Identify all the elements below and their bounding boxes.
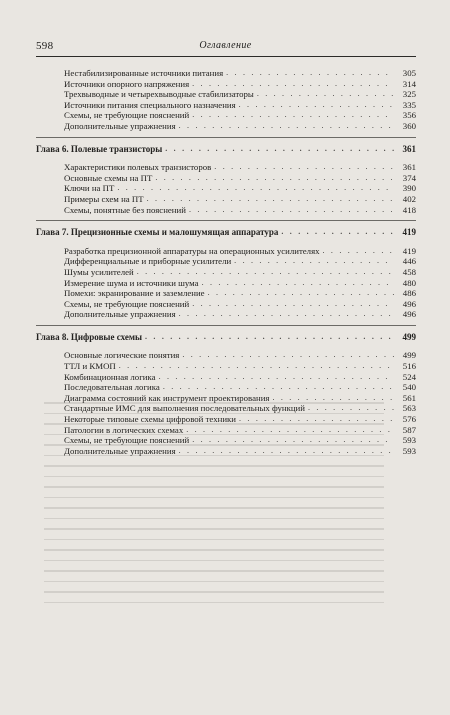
toc-entry [36, 372, 416, 383]
toc-entry-title: Трехвыводные и четырехвыводные стабилизаторы [64, 89, 254, 100]
toc-entry-title: Основные логические понятия [64, 350, 180, 361]
toc-entry [36, 246, 416, 257]
toc-entry-title: Источники опорного напряжения [64, 78, 190, 89]
chapter-heading [36, 144, 416, 155]
toc-entry-page: 305 [402, 68, 416, 78]
toc-entry-title: Схемы, не требующие пояснений [64, 110, 190, 121]
bleed-through-text [44, 402, 384, 652]
dot-leader [223, 68, 394, 79]
toc-entry-title: Стандартные ИМС для выполнения последовательных функций [64, 403, 305, 414]
toc-entry-page: 480 [402, 277, 416, 288]
toc-entry [36, 267, 416, 278]
toc-entry [36, 256, 416, 267]
chapter-heading [36, 332, 416, 343]
toc-entry-title: Патологии в логических схемах [64, 424, 184, 435]
dot-leader [231, 256, 394, 267]
toc-entry [36, 299, 416, 310]
toc-entry-title: Дополнительные упражнения [64, 120, 176, 131]
toc-entry-page: 486 [402, 288, 416, 299]
toc-entry-title: Комбинационная логика [64, 371, 156, 382]
toc-entry-page: 360 [402, 120, 416, 131]
toc-entry-title: Схемы, понятные без пояснений [64, 204, 186, 215]
toc-entry-page: 593 [402, 445, 416, 456]
toc-entry-page: 446 [402, 256, 416, 267]
dot-leader [189, 299, 394, 310]
toc-entry [36, 100, 416, 111]
toc-entry-title: Шумы усилителей [64, 266, 134, 277]
dot-leader [320, 246, 394, 257]
page-header [36, 40, 415, 54]
toc-entry-page: 540 [402, 382, 416, 393]
toc-entry-page: 496 [402, 298, 416, 309]
toc-entry-page: 361 [402, 162, 416, 173]
spacer [36, 342, 416, 350]
dot-leader [189, 79, 394, 90]
toc-entry-title: Примеры схем на ПТ [64, 193, 144, 204]
page-number: 598 [36, 40, 54, 52]
dot-leader [236, 100, 394, 111]
spacer [36, 238, 416, 246]
toc-entry [36, 309, 416, 320]
toc-entry-page: 325 [402, 89, 416, 100]
chapter-heading-page: 499 [402, 331, 416, 342]
toc-entry-page: 418 [402, 204, 416, 215]
toc-entry [36, 89, 416, 100]
toc-entry-title: Схемы, не требующие пояснений [64, 298, 190, 309]
dot-leader [211, 162, 394, 173]
toc-entry-title: Источники питания специального назначения [64, 99, 236, 110]
toc-entry-title: Дополнительные упражнения [64, 309, 176, 320]
toc-entry-page: 390 [402, 183, 416, 194]
dot-leader [156, 372, 394, 383]
toc-entry-title: Измерение шума и источники шума [64, 277, 199, 288]
dot-leader [114, 183, 394, 194]
toc-entry-page: 524 [402, 371, 416, 382]
toc-entry-page: 576 [402, 414, 416, 425]
toc-entry-title: ТТЛ и КМОП [64, 361, 116, 372]
toc-entry [36, 121, 416, 132]
dot-leader [160, 382, 394, 393]
toc-entry-title: Дифференциальные и приборные усилители [64, 256, 232, 267]
toc-entry-title: Ключи на ПТ [64, 183, 115, 194]
chapter-heading [36, 227, 416, 238]
toc-entry [36, 173, 416, 184]
toc-entry [36, 382, 416, 393]
toc-entry [36, 68, 416, 79]
toc-entry-page: 561 [402, 392, 416, 403]
toc-entry-page: 563 [402, 403, 416, 414]
dot-leader [205, 288, 394, 299]
toc-entry-page: 499 [402, 350, 416, 361]
toc-entry-title: Характеристики полевых транзисторов [64, 162, 212, 173]
dot-leader [144, 194, 394, 205]
toc-entry-title: Последовательная логика [64, 382, 160, 393]
dot-leader [116, 361, 394, 372]
toc-entry-page: 516 [402, 361, 416, 372]
section-divider [36, 215, 416, 221]
toc-entry [36, 194, 416, 205]
dot-leader [176, 309, 394, 320]
toc-entry-title: Схемы, не требующие пояснений [64, 435, 190, 446]
toc-entry [36, 278, 416, 289]
toc-entry-title: Дополнительные упражнения [64, 445, 176, 456]
toc-entry [36, 350, 416, 361]
toc-entry-page: 587 [402, 424, 416, 435]
toc-entry-title: Некоторые типовые схемы цифровой техники [64, 414, 237, 425]
chapter-heading-page: 361 [402, 143, 416, 154]
toc-entry-title: Основные схемы на ПТ [64, 172, 153, 183]
toc-entry-title: Диаграмма состояний как инструмент проектирования [64, 392, 270, 403]
header-rule [36, 56, 416, 57]
toc-entry-page: 374 [402, 172, 416, 183]
chapter-heading-title: Глава 7. Прецизионные схемы и малошумящая аппаратура [36, 227, 279, 238]
dot-leader [152, 173, 394, 184]
toc-entry-title: Нестабилизированные источники питания [64, 68, 224, 78]
toc-entry-page: 356 [402, 110, 416, 121]
chapter-heading-title: Глава 8. Цифровые схемы [36, 331, 143, 342]
toc-entry [36, 183, 416, 194]
toc-entry [36, 361, 416, 372]
dot-leader [254, 89, 394, 100]
toc-entry [36, 110, 416, 121]
chapter-heading-page: 419 [402, 227, 416, 238]
dot-leader [189, 110, 394, 121]
toc-entry-page: 458 [402, 266, 416, 277]
dot-leader [162, 144, 394, 155]
toc-entry-page: 314 [402, 78, 416, 89]
dot-leader [179, 350, 394, 361]
dot-leader [278, 227, 394, 238]
toc-entry-page: 335 [402, 99, 416, 110]
dot-leader [176, 121, 394, 132]
toc-entry-title: Разработка прецизионной аппаратуры на операционных усилителях [64, 245, 320, 256]
spacer [36, 154, 416, 162]
dot-leader [186, 205, 394, 216]
toc-entry [36, 288, 416, 299]
toc-entry-page: 402 [402, 193, 416, 204]
toc-entry-page: 496 [402, 309, 416, 320]
chapter-heading-title: Глава 6. Полевые транзисторы [36, 143, 163, 154]
dot-leader [134, 267, 394, 278]
toc-entry-page: 593 [402, 435, 416, 446]
toc-entry-title: Помехи: экранирование и заземление [64, 288, 205, 299]
dot-leader [199, 278, 394, 289]
toc-entry [36, 205, 416, 216]
toc-entry [36, 162, 416, 173]
table-of-contents [36, 68, 416, 456]
running-title: Оглавление [199, 40, 252, 51]
section-divider [36, 320, 416, 326]
dot-leader [142, 332, 394, 343]
toc-entry [36, 79, 416, 90]
toc-entry-page: 419 [402, 245, 416, 256]
section-divider [36, 132, 416, 138]
